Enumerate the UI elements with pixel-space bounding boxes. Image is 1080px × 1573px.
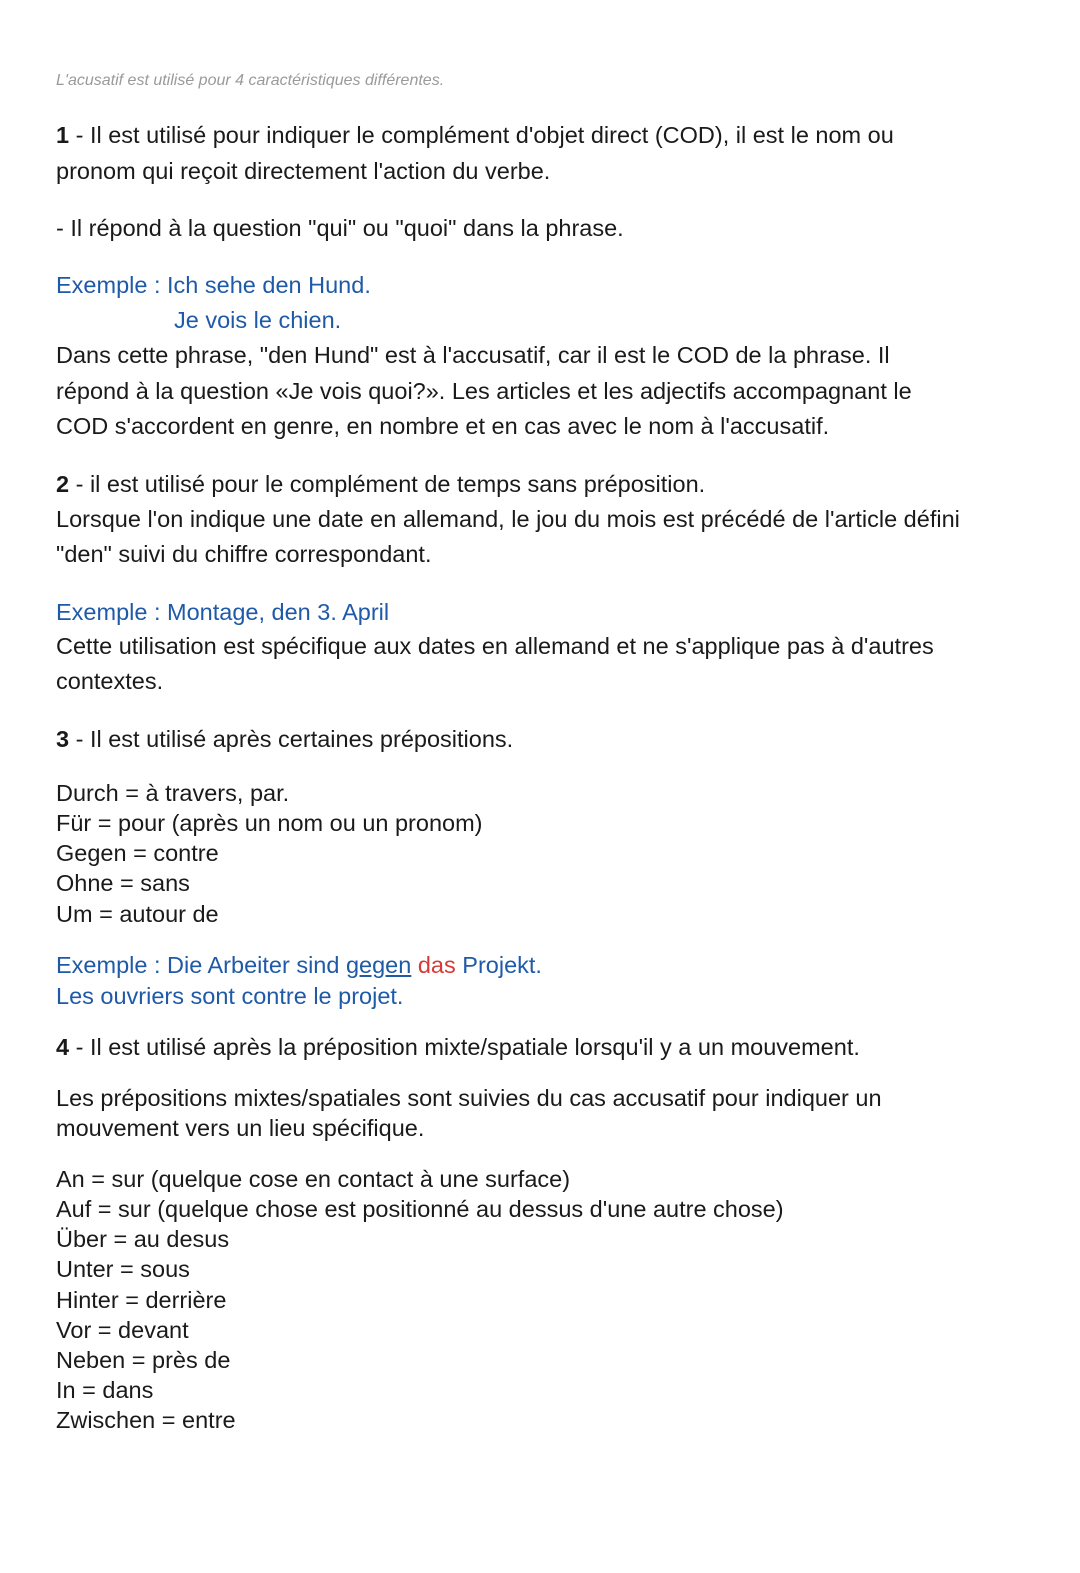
example-de: Exemple : Die Arbeiter sind gegen das Projekt. — [56, 952, 542, 978]
section-number: 4 — [56, 1034, 70, 1060]
example-fr: Les ouvriers sont contre le projet. — [56, 983, 404, 1009]
preposition-highlight: gegen — [345, 952, 412, 978]
preposition-item: Ohne = sans — [56, 870, 190, 896]
preposition-item: In = dans — [56, 1377, 154, 1403]
section-1-heading: 1 - Il est utilisé pour indiquer le complément d'objet direct (COD), il est le nom ou — [56, 122, 894, 148]
preposition-item: Neben = près de — [56, 1347, 231, 1373]
preposition-item: Auf = sur (quelque chose est positionné au dessus d'une autre chose) — [56, 1196, 784, 1222]
preposition-item: Unter = sous — [56, 1256, 190, 1282]
paragraph-line: répond à la question «Je vois quoi?». Les articles et les adjectifs accompagnant le — [56, 378, 912, 404]
paragraph-line: COD s'accordent en genre, en nombre et en cas avec le nom à l'accusatif. — [56, 413, 830, 439]
article-highlight: das — [417, 952, 456, 978]
paragraph-line: Lorsque l'on indique une date en allemand, le jou du mois est précédé de l'article défini — [56, 506, 960, 532]
section-number: 3 — [56, 726, 70, 752]
intro-text: L'acusatif est utilisé pour 4 caractéristiques différentes. — [56, 72, 445, 89]
preposition-item: Um = autour de — [56, 901, 219, 927]
preposition-item: Für = pour (après un nom ou un pronom) — [56, 810, 483, 836]
paragraph-line: "den" suivi du chiffre correspondant. — [56, 541, 432, 567]
preposition-item: Vor = devant — [56, 1317, 189, 1343]
section-3-heading: 3 - Il est utilisé après certaines prépositions. — [56, 726, 514, 752]
section-4-heading: 4 - Il est utilisé après la préposition mixte/spatiale lorsqu'il y a un mouvement. — [56, 1034, 860, 1060]
preposition-item: Zwischen = entre — [56, 1407, 236, 1433]
paragraph-line: mouvement vers un lieu spécifique. — [56, 1115, 425, 1141]
preposition-item: Hinter = derrière — [56, 1287, 227, 1313]
paragraph-line: pronom qui reçoit directement l'action du verbe. — [56, 158, 551, 184]
example-de: Exemple : Ich sehe den Hund. — [56, 272, 371, 298]
section-2-heading: 2 - il est utilisé pour le complément de temps sans préposition. — [56, 471, 706, 497]
paragraph-line: Les prépositions mixtes/spatiales sont suivies du cas accusatif pour indiquer un — [56, 1085, 882, 1111]
example-date: Exemple : Montage, den 3. April — [56, 599, 390, 625]
paragraph-line: Dans cette phrase, "den Hund" est à l'accusatif, car il est le COD de la phrase. Il — [56, 342, 890, 368]
paragraph-line: - Il répond à la question "qui" ou "quoi" dans la phrase. — [56, 215, 624, 241]
preposition-item: Gegen = contre — [56, 840, 219, 866]
section-number: 2 — [56, 471, 70, 497]
preposition-item: Durch = à travers, par. — [56, 780, 290, 806]
preposition-item: Über = au desus — [56, 1226, 230, 1252]
paragraph-line: Cette utilisation est spécifique aux dates en allemand et ne s'applique pas à d'autres — [56, 633, 934, 659]
preposition-item: An = sur (quelque cose en contact à une surface) — [56, 1166, 571, 1192]
example-fr: Je vois le chien. — [174, 307, 342, 333]
section-number: 1 — [56, 122, 70, 148]
paragraph-line: contextes. — [56, 668, 164, 694]
